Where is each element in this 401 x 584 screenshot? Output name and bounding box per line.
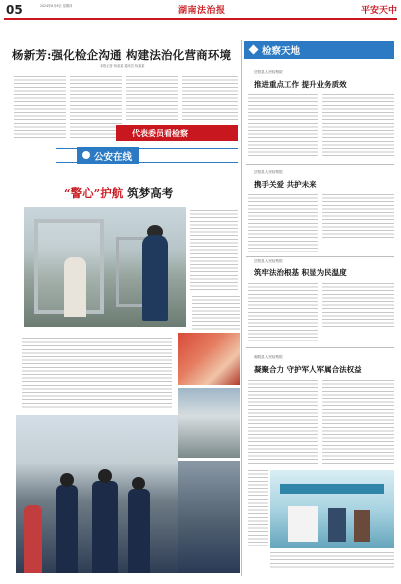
sidebar-divider: [246, 164, 394, 165]
traffic-photo: [178, 388, 240, 458]
sidebar-text-column: [248, 470, 268, 546]
person-figure: [328, 508, 346, 542]
sidebar-section-title: 检察天地: [262, 46, 301, 57]
header-rule: [4, 18, 397, 20]
sidebar-text-column: [322, 380, 394, 464]
sidebar-item-headline[interactable]: 携手关爱 共护未来: [254, 180, 317, 189]
sidebar-text-column: [248, 94, 318, 158]
officer-figure: [142, 235, 168, 321]
promo-text: 代表委员看检察: [132, 129, 188, 138]
article-text-column: [14, 76, 66, 140]
sidebar-text-column: [322, 94, 394, 158]
officer-head: [132, 477, 145, 490]
sidebar-text-column: [248, 283, 318, 341]
main-byline: 本报记者 杨某某 通讯员 杨某某: [100, 64, 145, 68]
sidebar-item-source: 岳阳县人民检察院: [254, 170, 283, 174]
officer-head: [60, 473, 74, 487]
related-list-lines: [22, 338, 172, 408]
sidebar-item-headline[interactable]: 推进重点工作 提升业务质效: [254, 80, 347, 89]
sidebar-text-column: [248, 194, 318, 252]
sidebar-text-column: [322, 283, 394, 327]
event-photo: [178, 333, 240, 385]
main-headline: 杨新芳:强化检企沟通 构建法治化营商环境: [12, 48, 232, 62]
feature-text-column: [190, 210, 238, 290]
related-list: [22, 338, 172, 412]
feature-headline-red: “警心”护航: [64, 186, 124, 200]
article-text-column: [70, 76, 122, 140]
photo-caption: [192, 296, 240, 330]
sidebar-divider: [246, 347, 394, 348]
photo-caption: [270, 552, 394, 570]
officer-figure: [92, 481, 118, 573]
sidebar-item-headline[interactable]: 凝聚合力 守护军人军属合法权益: [254, 365, 362, 374]
main-photo: [24, 207, 186, 327]
sidebar-divider: [246, 256, 394, 257]
page-number: 05: [6, 3, 23, 17]
sidebar-item-source: 湘阴县人民检察院: [254, 355, 283, 359]
banner: [280, 484, 384, 494]
sidebar-item-source: 岳阳县人民检察院: [254, 259, 283, 263]
header-date: 2024年6月6日 星期四: [40, 4, 73, 8]
section-bar-title: 公安在线: [94, 152, 133, 163]
paper-logo: 湖南法治报: [178, 6, 226, 16]
sidebar-text-column: [322, 194, 394, 238]
bystander-figure: [24, 505, 42, 573]
sidebar-text-column: [248, 380, 318, 464]
crowd-photo: [16, 415, 178, 573]
officer-head: [98, 469, 112, 483]
column-divider: [241, 40, 242, 576]
officer-figure: [128, 489, 150, 573]
article-text-column: [182, 76, 238, 122]
section-dot-icon: [82, 151, 90, 159]
street-photo: [178, 461, 240, 573]
sidebar-item-headline[interactable]: 筑牢法治根基 积显为民温度: [254, 268, 347, 277]
article-text-column: [126, 76, 178, 122]
student-figure: [64, 257, 86, 317]
officer-figure: [56, 485, 78, 573]
person-figure: [354, 510, 370, 542]
feature-headline-black: 筑梦高考: [123, 186, 174, 200]
public-service-photo: [270, 470, 394, 548]
feature-headline: [64, 185, 173, 201]
display-board: [288, 506, 318, 542]
section-name: 平安天中: [360, 6, 397, 16]
sidebar-item-source: 岳阳县人民检察院: [254, 70, 283, 74]
